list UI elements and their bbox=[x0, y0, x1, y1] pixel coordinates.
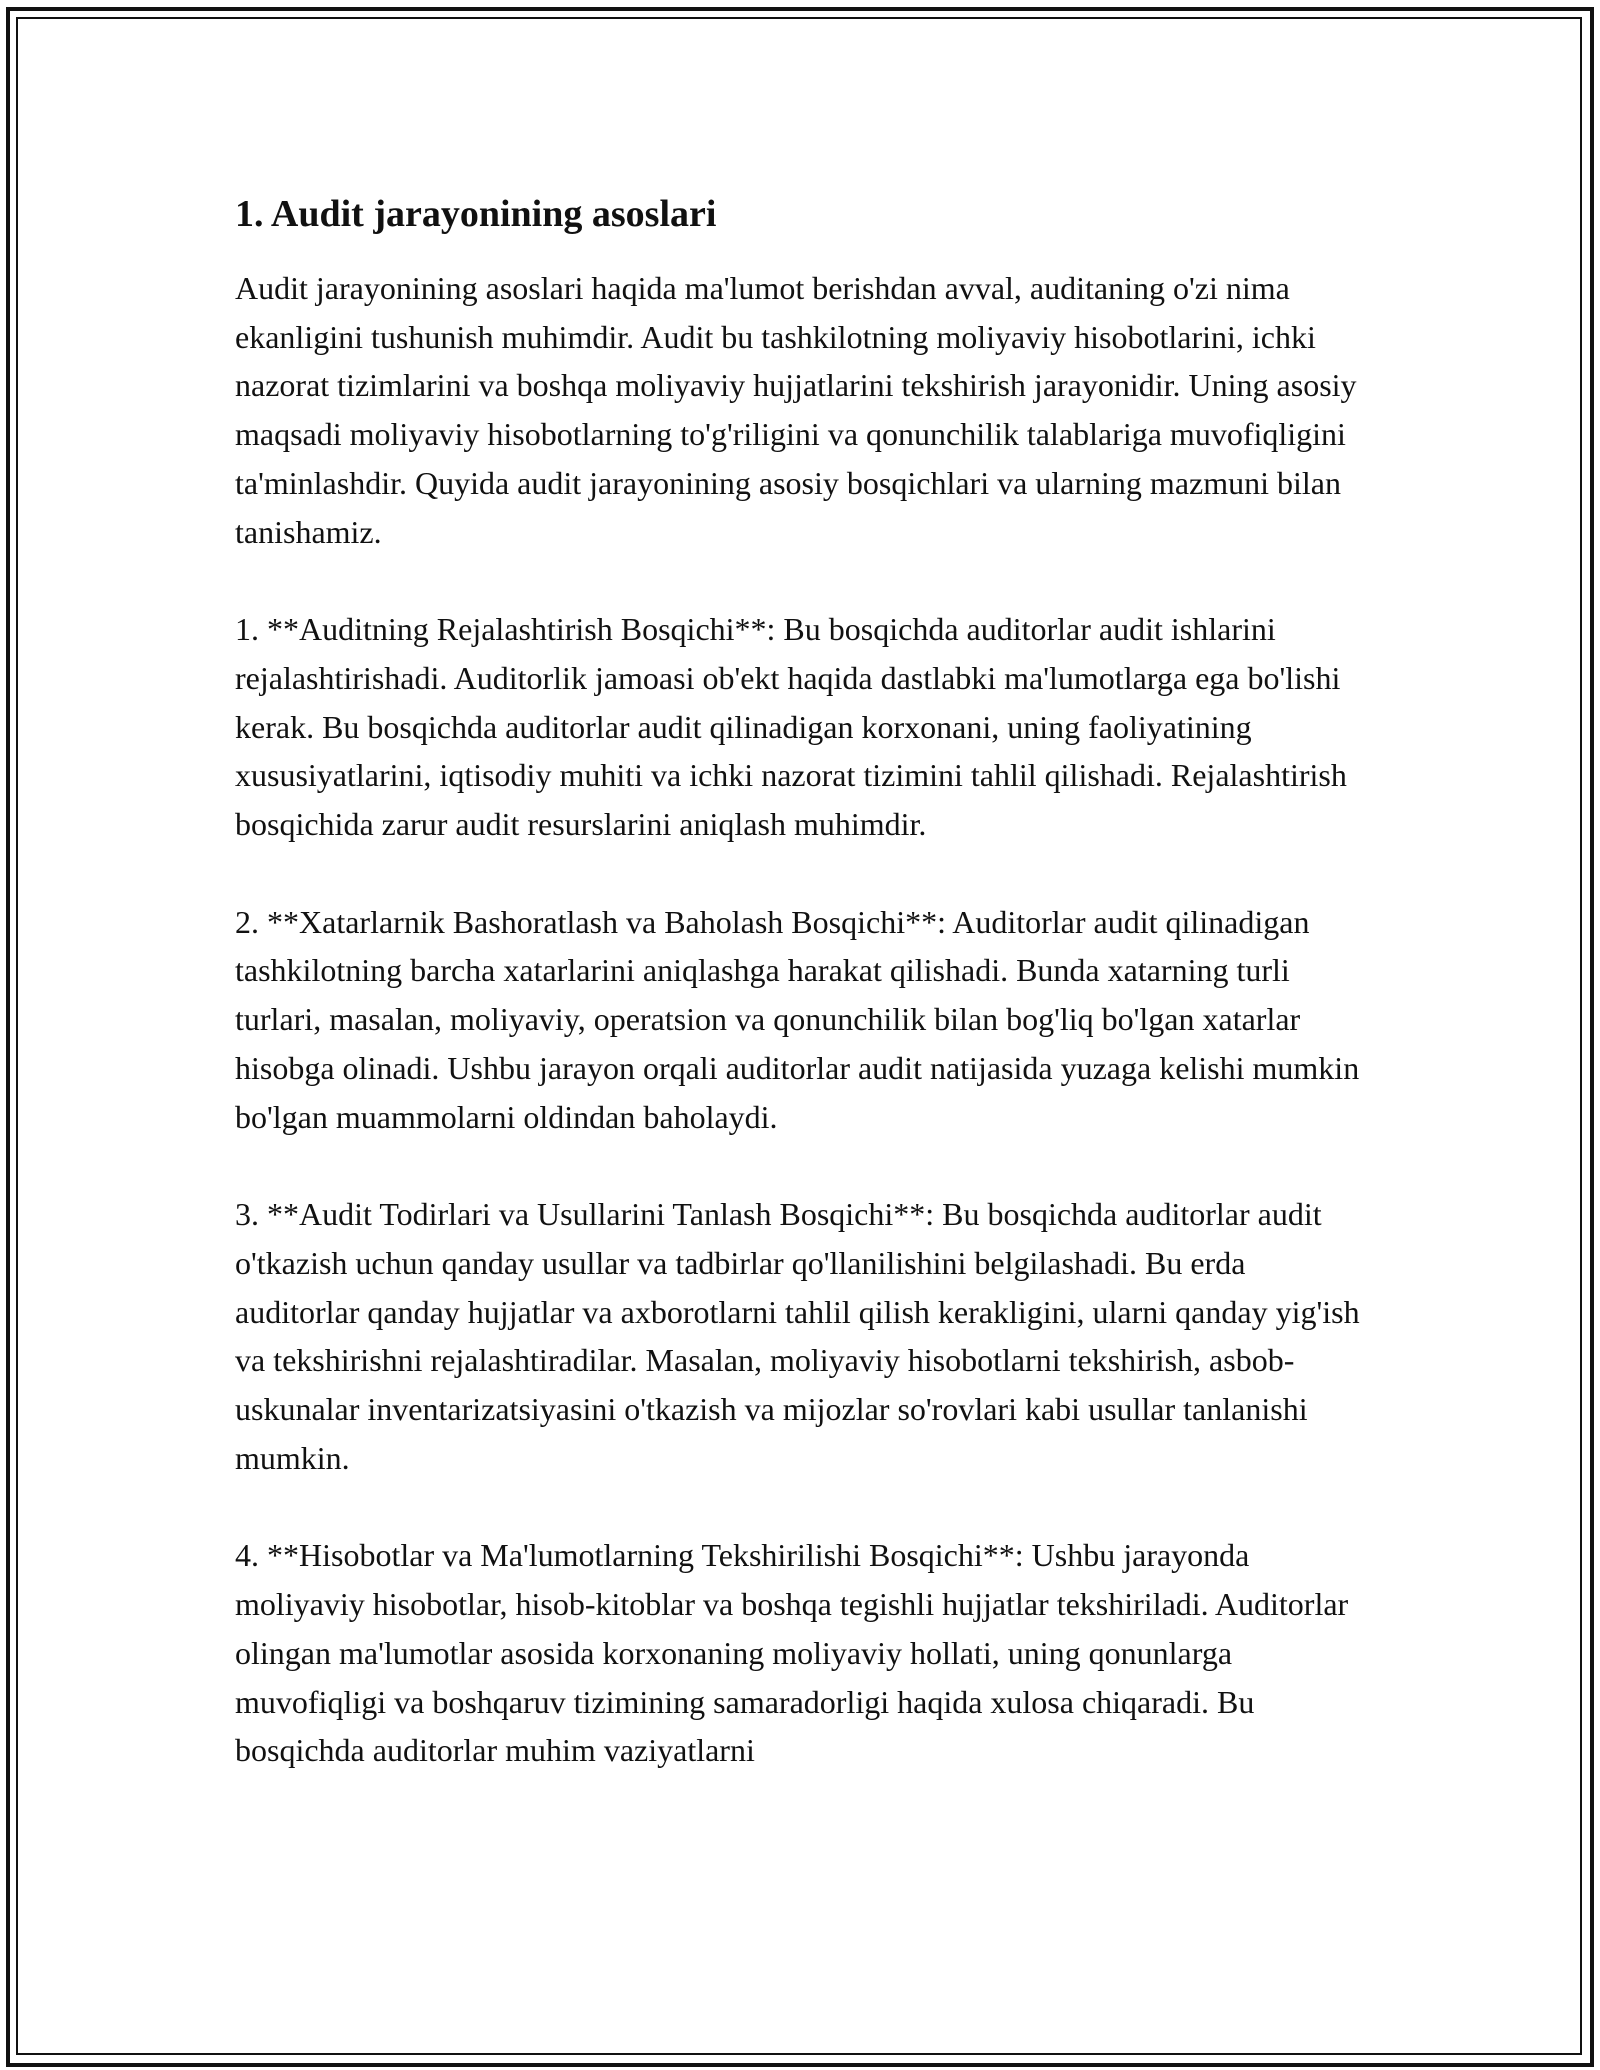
step-2-paragraph: 2. **Xatarlarnik Bashoratlash va Baholash Bosqichi**: Auditorlar audit qilinadigan tashkilotning barcha xatarlarini aniqlashga harakat qilishadi. Bunda xatarning turli turlari, masalan, moliyaviy, operatsion va qonunchilik bilan bog'liq bo'lgan xatarlar hisobga olinadi. Ushbu jarayon orqali auditorlar audit natijasida yuzaga kelishi mumkin bo'lgan muammolarni oldindan baholaydi. bbox=[235, 903, 1360, 1135]
step-3-paragraph: 3. **Audit Todirlari va Usullarini Tanlash Bosqichi**: Bu bosqichda auditorlar audit o'tkazish uchun qanday usullar va tadbirlar qo'llanilishini belgilashadi. Bu erda auditorlar qanday hujjatlar va axborotlarni tahlil qilish kerakligini, ularni qanday yig'ish va tekshirishni rejalashtiradilar. Masalan, moliyaviy hisobotlarni tekshirish, asbob-uskunalar inventarizatsiyasini o'tkazish va mijozlar so'rovlari kabi usullar tanlanishi mumkin. bbox=[235, 1196, 1360, 1476]
step-1-paragraph: 1. **Auditning Rejalashtirish Bosqichi**: Bu bosqichda auditorlar audit ishlarini rejalashtirishadi. Auditorlik jamoasi ob'ekt haqida dastlabki ma'lumotlarga ega bo'lishi kerak. Bu bosqichda auditorlar audit qilinadigan korxonani, uning faoliyatining xususiyatlarini, iqtisodiy muhiti va ichki nazorat tizimini tahlil qilishadi. Rejalashtirish bosqichida zarur audit resurslarini aniqlash muhimdir. bbox=[235, 611, 1347, 843]
section-heading: 1. Audit jarayonining asoslari bbox=[235, 193, 717, 235]
step-4-paragraph: 4. **Hisobotlar va Ma'lumotlarning Tekshirilishi Bosqichi**: Ushbu jarayonda moliyaviy hisobotlar, hisob-kitoblar va boshqa tegishli hujjatlar tekshiriladi. Auditorlar olingan ma'lumotlar asosida korxonaning moliyaviy hollati, uning qonunlarga muvofiqligi va boshqaruv tizimining samaradorligi haqida xulosa chiqaradi. Bu bosqichda auditorlar muhim vaziyatlarni bbox=[235, 1537, 1349, 1769]
document-body bbox=[235, 186, 1365, 1824]
intro-paragraph: Audit jarayonining asoslari haqida ma'lumot berishdan avval, auditaning o'zi nima ekanligini tushunish muhimdir. Audit bu tashkilotning moliyaviy hisobotlarini, ichki nazorat tizimlarini va boshqa moliyaviy hujjatlarini tekshirish jarayonidir. Uning asosiy maqsadi moliyaviy hisobotlarning to'g'riligini va qonunchilik talablariga muvofiqligini ta'minlashdir. Quyida audit jarayonining asosiy bosqichlari va ularning mazmuni bilan tanishamiz. bbox=[235, 270, 1357, 550]
